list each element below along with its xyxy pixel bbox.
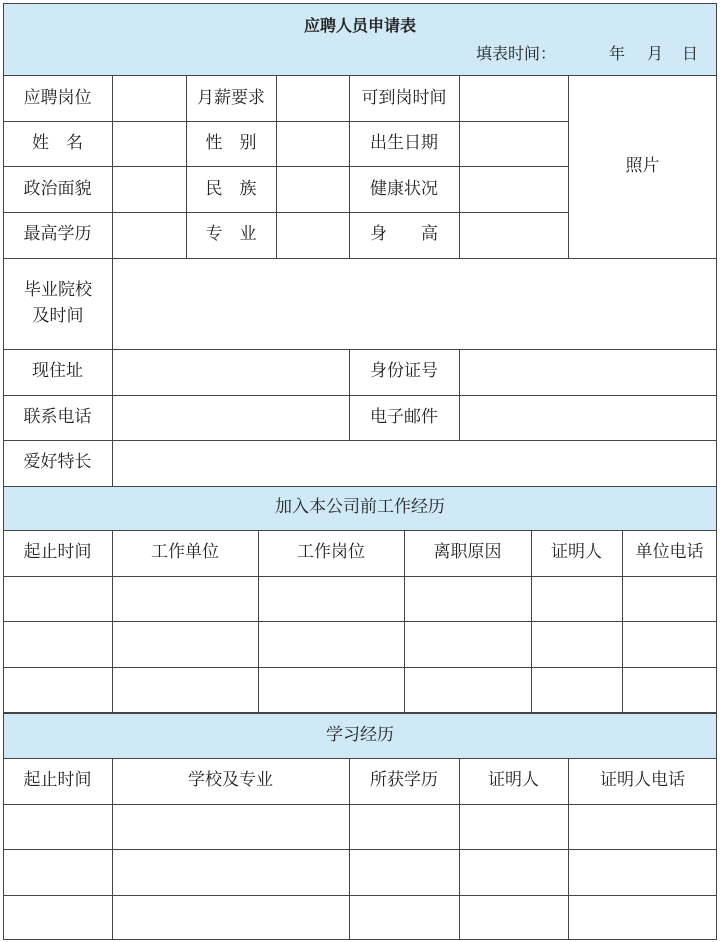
photo-label: 照片 [625, 156, 660, 177]
rule-v-basic-5 [459, 75, 460, 258]
rule-v-study-1 [112, 758, 113, 940]
rule-v-work-1 [112, 530, 113, 713]
birthdate-label: 出生日期 [370, 133, 438, 154]
work-col-period: 起止时间 [23, 542, 92, 563]
rule-h5 [3, 258, 717, 259]
available-time-label: 可到岗时间 [361, 87, 447, 108]
rule-h1 [3, 75, 717, 76]
rule-right [716, 3, 717, 940]
rule-h9 [3, 486, 717, 487]
email-label: 电子邮件 [370, 406, 438, 427]
year-label: 年 [608, 44, 625, 63]
position-label: 应聘岗位 [23, 87, 92, 108]
rule-v-basic-3 [276, 75, 277, 258]
month-label: 月 [646, 44, 663, 63]
day-label: 日 [681, 44, 698, 63]
gender-label: 性 别 [205, 133, 257, 154]
work-col-reason: 离职原因 [433, 542, 502, 563]
rule-v-basic-2 [186, 75, 187, 258]
rule-h8 [3, 440, 717, 441]
rule-h12 [3, 621, 717, 622]
rule-v-contact-1 [349, 349, 350, 440]
name-label: 姓 名 [32, 133, 83, 154]
rule-v-study-2 [349, 758, 350, 940]
rule-v-basic-4 [349, 75, 350, 258]
rule-top [3, 3, 717, 4]
work-history-title: 加入本公司前工作经历 [275, 497, 445, 518]
school-label: 毕业院校及时间 [24, 280, 92, 326]
rule-v-basic-1 [112, 75, 113, 486]
health-label: 健康状况 [370, 178, 438, 199]
rule-v-study-3 [459, 758, 460, 940]
rule-v-work-4 [531, 530, 532, 713]
study-col-school-major: 学校及专业 [188, 770, 273, 791]
hobbies-label: 爱好特长 [23, 452, 92, 473]
rule-h4 [3, 212, 568, 213]
study-col-reference: 证明人 [488, 770, 539, 791]
ethnicity-label: 民 族 [205, 178, 257, 199]
rule-h3 [3, 166, 568, 167]
rule-h17 [3, 849, 717, 850]
rule-h6 [3, 349, 717, 350]
rule-bottom [3, 939, 717, 940]
work-col-company-phone: 单位电话 [635, 542, 704, 563]
study-history-title: 学习经历 [326, 725, 394, 746]
political-label: 政治面貌 [23, 178, 92, 199]
salary-label: 月薪要求 [197, 87, 265, 108]
study-col-period: 起止时间 [23, 770, 92, 791]
fill-time-label: 填表时间： [476, 44, 557, 63]
study-col-reference-phone: 证明人电话 [600, 770, 685, 791]
rule-h15 [3, 758, 717, 759]
rule-h2 [3, 121, 568, 122]
work-col-reference: 证明人 [551, 542, 602, 563]
rule-v-work-3 [404, 530, 405, 713]
form-title: 应聘人员申请表 [303, 16, 416, 35]
rule-h18 [3, 895, 717, 896]
study-col-degree: 所获学历 [370, 770, 438, 791]
work-col-position: 工作岗位 [297, 542, 365, 563]
rule-h7 [3, 395, 717, 396]
work-col-employer: 工作单位 [151, 542, 219, 563]
address-label: 现住址 [32, 361, 83, 382]
rule-left [3, 3, 4, 940]
rule-h16 [3, 804, 717, 805]
phone-label: 联系电话 [23, 406, 92, 427]
rule-v-work-2 [258, 530, 259, 713]
rule-v-study-4 [568, 758, 569, 940]
rule-v-contact-2 [459, 349, 460, 440]
rule-h11 [3, 576, 717, 577]
id-number-label: 身份证号 [370, 361, 438, 382]
rule-v-work-5 [622, 530, 623, 713]
rule-h13 [3, 667, 717, 668]
education-label: 最高学历 [23, 224, 92, 245]
major-label: 专 业 [205, 224, 257, 245]
height-label: 身 高 [370, 224, 438, 245]
rule-v-basic-6 [568, 75, 569, 258]
rule-h14 [3, 712, 717, 714]
rule-h10 [3, 530, 717, 531]
